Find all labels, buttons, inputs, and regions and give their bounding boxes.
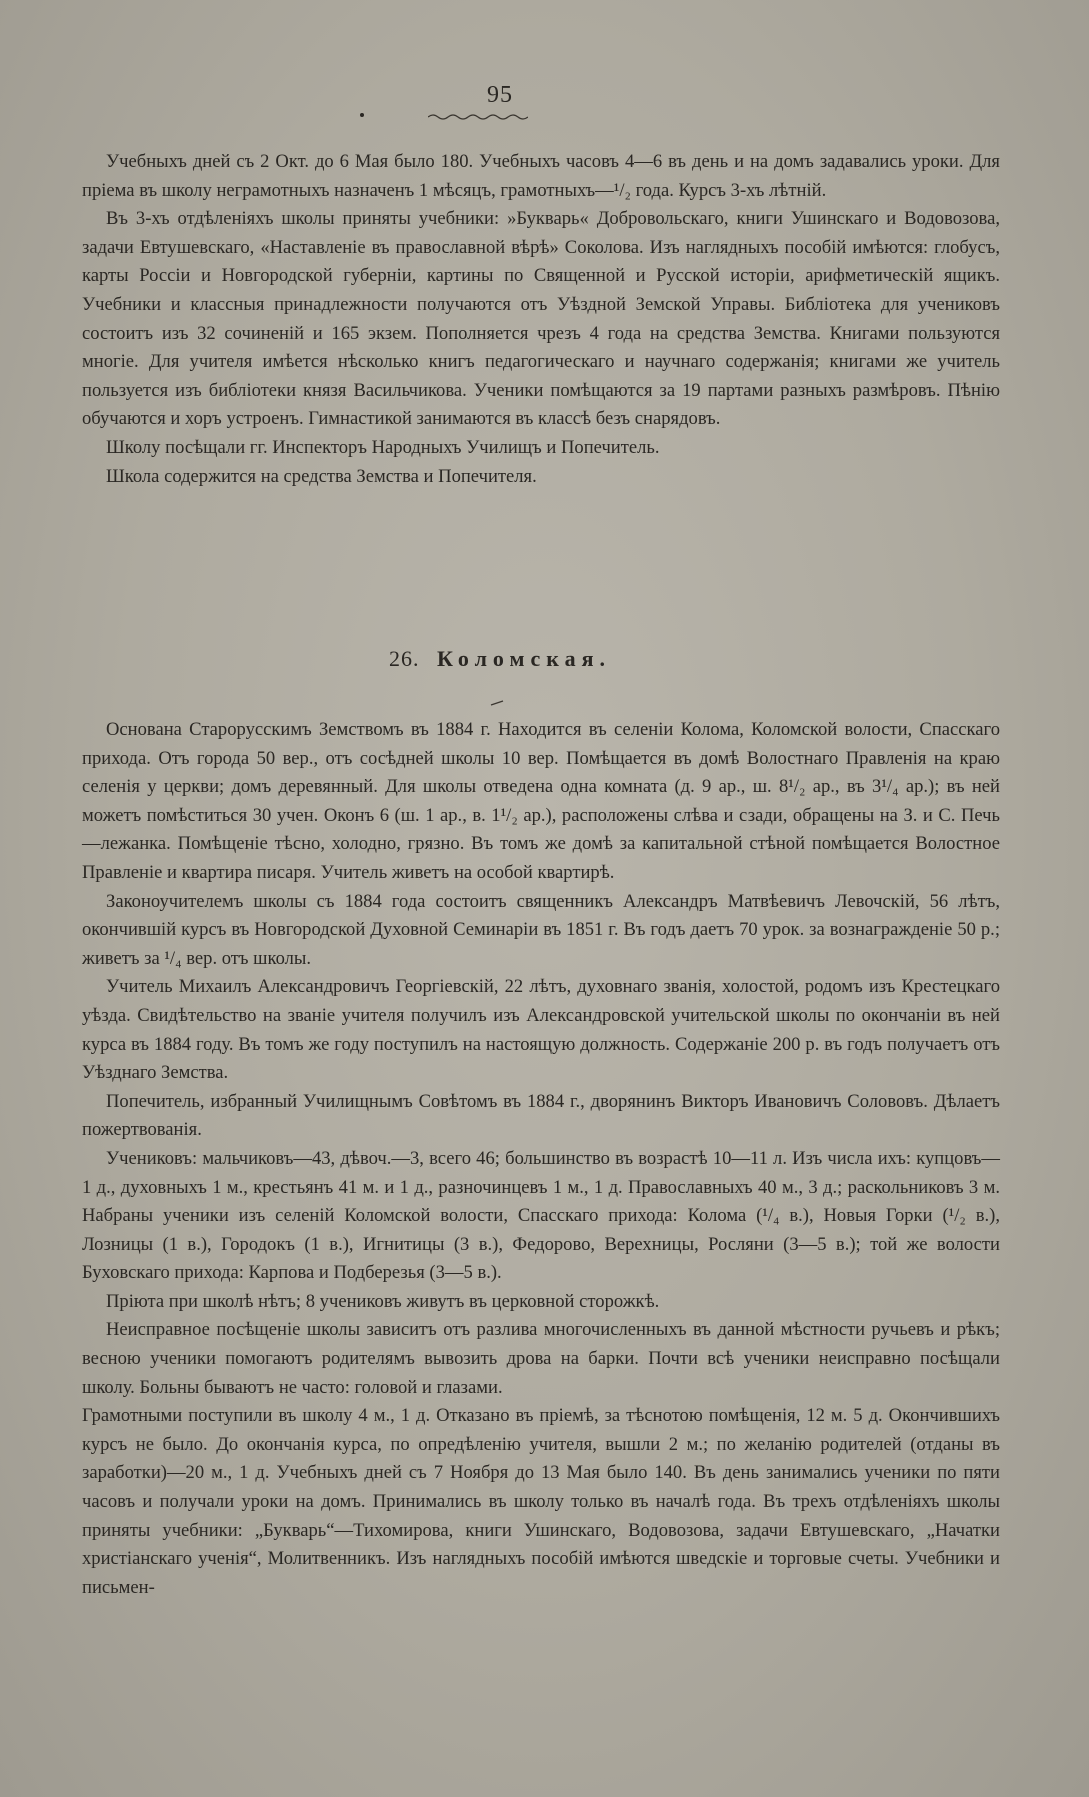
paragraph: Школу посѣщали гг. Инспекторъ Народныхъ Училищъ и Попечитель. [106, 436, 660, 458]
paragraph: Попечитель, избранный Училищнымъ Совѣтомъ въ 1884 г., дворянинъ Викторъ Ивановичъ Солововъ. Дѣлаетъ пожертвованія. [82, 1090, 1000, 1141]
ink-dot [360, 113, 364, 117]
paragraph: Школа содержится на средства Земства и Попечителя. [106, 465, 537, 487]
section-heading [0, 646, 1000, 672]
paragraph: Учитель Михаилъ Александровичъ Георгіевскій, 22 лѣтъ, духовнаго званія, холостой, родомъ изъ Крестецкаго уѣзда. Свидѣтельство на званіе учителя получилъ изъ Александровской учительской школы по окончаніи въ ней курса въ 1884 году. Въ томъ же году поступилъ на настоящую должность. Содержаніе 200 р. въ годъ получаетъ отъ Уѣзднаго Земства. [82, 976, 1000, 1084]
paragraph: Грамотными поступили въ школу 4 м., 1 д. Отказано въ пріемѣ, за тѣснотою помѣщенія, 12 м. 5 д. Окончившихъ курсъ не было. До окончанія курса, по опредѣленію учителя, вышли 2 м.; по желанію родителей (отданы въ заработки)—20 м., 1 д. Учебныхъ дней съ 7 Ноября до 13 Мая было 140. Въ день занимались ученики по пяти часовъ и получали уроки на домъ. Принимались въ школу только въ началѣ года. Въ трехъ отдѣленіяхъ школы приняты учебники: „Букварь“—Тихомирова, книги Ушинскаго, Водовозова, задачи Евтушевскаго, „Начатки христіанскаго ученія“, Молитвенникъ. Изъ наглядныхъ пособій имѣются шведскіе и торговые счеты. Учебники и письмен- [82, 1405, 1000, 1598]
page-number: 95 [487, 82, 513, 108]
paragraph: Учениковъ: мальчиковъ—43, дѣвоч.—3, всего 46; большинство въ возрастѣ 10—11 л. Изъ числа ихъ: купцовъ—1 д., духовныхъ 1 м., крестьянъ 41 м. и 1 д., разночинцевъ 1 м., 1 д. Православныхъ 40 м., 3 д.; раскольниковъ 3 м. Набраны ученики изъ селеній Коломской волости, Спасскаго прихода: Колома (¹/₄ в.), Новыя Горки (¹/₂ в.), Лозницы (1 в.), Городокъ (1 в.), Игнитицы (3 в.), Федорово, Верехницы, Росляни (3—5 в.); той же волости Буховскаго прихода: Карпова и Подберезья (3—5 в.). [82, 1147, 1000, 1284]
paragraph: Пріюта при школѣ нѣтъ; 8 учениковъ живутъ въ церковной сторожкѣ. [106, 1290, 660, 1312]
paragraph: Основана Старорусскимъ Земствомъ въ 1884 г. Находится въ селеніи Колома, Коломской волости, Спасскаго прихода. Отъ города 50 вер., отъ сосѣдней школы 10 вер. Помѣщается въ домѣ Волостнаго Правленія на краю селенія у церкви; домъ деревянный. Для школы отведена одна комната (д. 9 ар., ш. 8¹/₂ ар., въ 3¹/₄ ар.); въ ней можетъ помѣститься 30 учен. Оконъ 6 (ш. 1 ар., в. 1¹/₂ ар.), расположены слѣва и сзади, обращены на З. и С. Печь—лежанка. Помѣщеніе тѣсно, холодно, грязно. Въ томъ же домѣ за капитальной стѣной помѣщается Волостное Правленіе и квартира писаря. Учитель живетъ на особой квартирѣ. [82, 719, 1000, 883]
paragraph: Учебныхъ дней съ 2 Окт. до 6 Мая было 180. Учебныхъ часовъ 4—6 въ день и на домъ задавались уроки. Для пріема въ школу неграмотныхъ назначенъ 1 мѣсяцъ, грамотныхъ—¹/₂ года. Курсъ 3-хъ лѣтній. [82, 151, 1000, 201]
paragraph: Неисправное посѣщеніе школы зависитъ отъ разлива многочисленныхъ въ данной мѣстности ручьевъ и рѣкъ; весною ученики помогаютъ родителямъ вывозить дрова на барки. Почти всѣ ученики неисправно посѣщали школу. Больны бываютъ не часто: головой и глазами. [82, 1319, 1000, 1398]
section-title: Коломская. [437, 646, 611, 671]
paragraph: Законоучителемъ школы съ 1884 года состоитъ священникъ Александръ Матвѣевичъ Левочскій, 56 лѣтъ, окончившій курсъ въ Новгородской Духовной Семинаріи въ 1851 г. Въ годъ даетъ 70 урок. за вознагражденіе 50 р.; живетъ за ¹/₄ вер. отъ школы. [82, 890, 1000, 969]
paragraph: Въ 3-хъ отдѣленіяхъ школы приняты учебники: »Букварь« Добровольскаго, книги Ушинскаго и Водовозова, задачи Евтушевскаго, «Наставленіе въ православной вѣрѣ» Соколова. Изъ наглядныхъ пособій имѣются: глобусъ, карты Россіи и Новгородской губерніи, картины по Священной и Русской исторіи, арифметическій ящикъ. Учебники и классныя принадлежности получаются отъ Уѣздной Земской Управы. Библіотека для учениковъ состоитъ изъ 32 сочиненій и 165 экзем. Пополняется чрезъ 4 года на средства Земства. Книгами пользуются многіе. Для учителя имѣется нѣсколько книгъ педагогическаго и научнаго содержанія; книгами же учитель пользуется изъ библіотеки князя Васильчикова. Ученики помѣщаются за 19 партами разныхъ размѣровъ. Пѣнію обучаются и хоръ устроенъ. Гимнастикой занимаются въ классѣ безъ снарядовъ. [82, 208, 1000, 430]
heading-mark [490, 700, 504, 706]
section-number: 26. [389, 646, 420, 671]
text-block-top [82, 148, 1000, 491]
text-block-section [82, 716, 1000, 1602]
page-number-ornament [428, 112, 528, 122]
